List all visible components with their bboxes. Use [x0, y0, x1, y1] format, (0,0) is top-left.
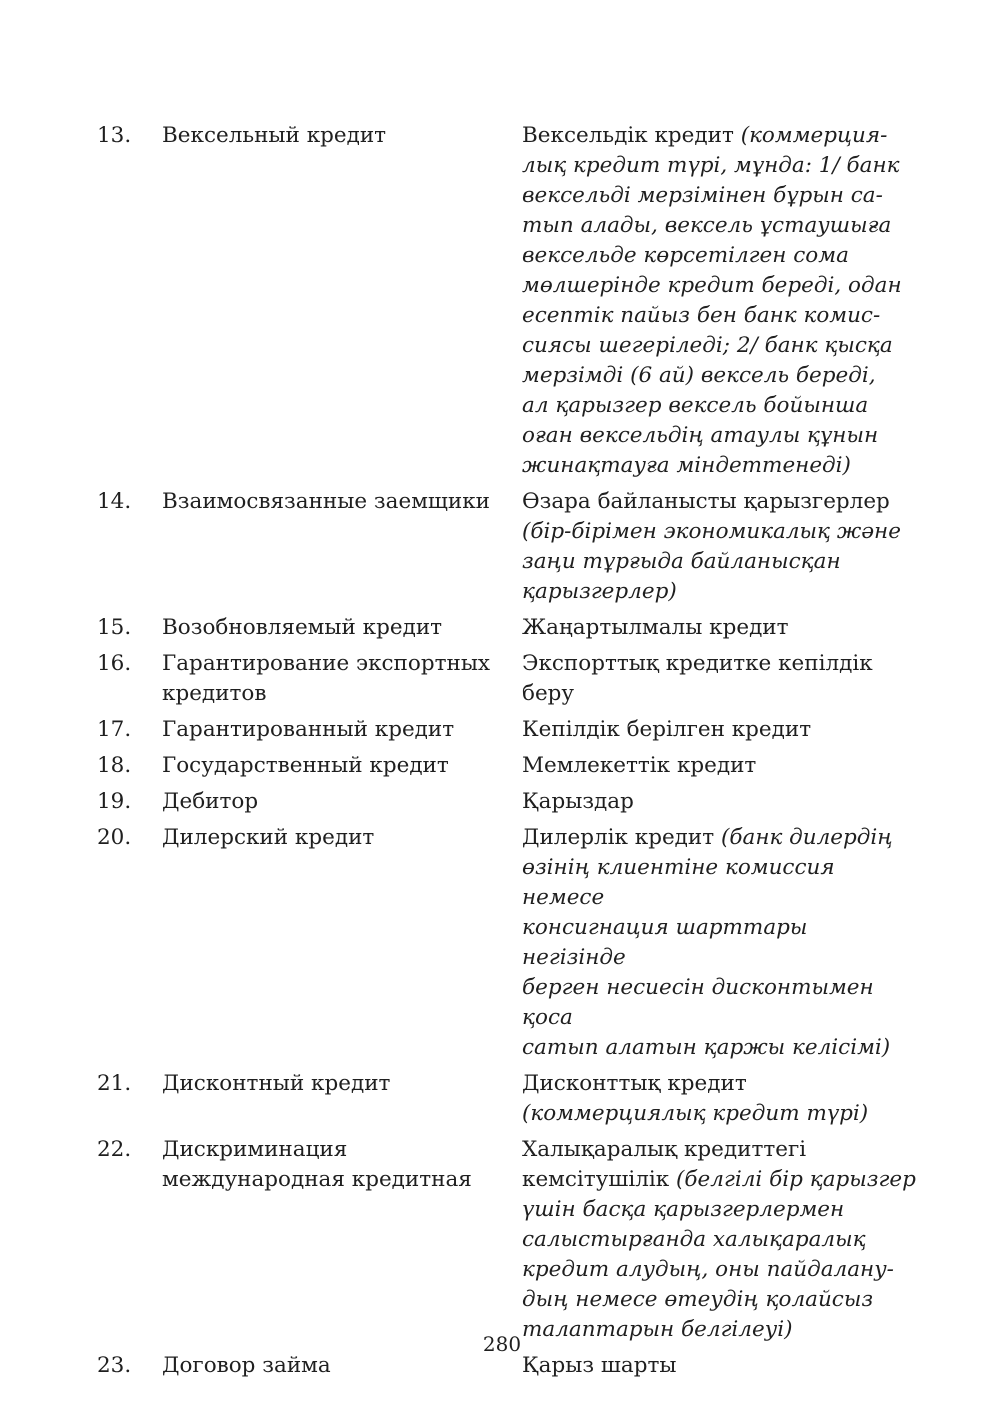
glossary-entry [97, 1135, 917, 1345]
glossary-entry [97, 121, 917, 481]
entry-number: 14. [97, 489, 132, 514]
glossary-entry [97, 1069, 917, 1129]
entry-russian-term: Государственный кредит [162, 753, 449, 778]
entry-number: 17. [97, 717, 132, 742]
entry-kazakh-term [522, 487, 917, 607]
entry-kazakh-term [522, 823, 917, 1063]
page-number: 280 [482, 1332, 522, 1356]
glossary-entry [97, 751, 917, 781]
entry-kazakh-term [522, 1069, 917, 1129]
entry-number: 20. [97, 825, 132, 850]
entry-kazakh-term [522, 121, 917, 481]
kazakh-term-text: Кепілдік берілген кредит [522, 717, 812, 742]
kazakh-term-note: (коммерция- лық кредит түрі, мұнда: 1/ банк вексельді мерзімінен бұрын са- тып алады, вексель ұстаушыға вексельде көрсетілген сома мөлшерінде кредит береді, одан есептік пайыз бен банк комис- сиясы шегеріледі; 2/ банк қысқа мерзімді (6 ай) вексель береді, ал қарызгер вексель бойынша оған вексельдің атаулы құнын жинақтауға міндеттенеді) [522, 123, 902, 478]
glossary-entry [97, 823, 917, 1063]
entry-kazakh-term [522, 787, 917, 817]
kazakh-term-text: Қарыз шарты [522, 1353, 677, 1378]
kazakh-term-text: Халықаралық кредиттегі кемсітушілік [522, 1137, 807, 1192]
glossary-entry [97, 649, 917, 709]
entry-number: 22. [97, 1137, 132, 1162]
glossary-entry [97, 787, 917, 817]
entry-russian-term: Дисконтный кредит [162, 1071, 391, 1096]
entry-number: 21. [97, 1071, 132, 1096]
entry-russian-term: Гарантированный кредит [162, 717, 455, 742]
entry-kazakh-term [522, 649, 917, 709]
kazakh-term-text: Дисконттық кредит [522, 1071, 747, 1096]
entry-number: 18. [97, 753, 132, 778]
kazakh-term-note: (белгілі бір қарызгер үшін басқа қарызгерлермен салыстырғанда халықаралық кредит алудың, оны пайдалану- дың немесе өтеудің қолайсыз талаптарын белгілеуі) [522, 1167, 916, 1342]
glossary-entries [97, 121, 917, 1387]
glossary-entry [97, 487, 917, 607]
kazakh-term-text: Өзара байланысты қарызгерлер [522, 489, 890, 514]
kazakh-term-note: (коммерциялық кредит түрі) [522, 1101, 869, 1126]
entry-kazakh-term [522, 715, 917, 745]
kazakh-term-text: Мемлекеттік кредит [522, 753, 757, 778]
entry-number: 16. [97, 651, 132, 676]
entry-russian-term: Возобновляемый кредит [162, 615, 443, 640]
kazakh-term-text: Дилерлік кредит [522, 825, 721, 850]
entry-russian-term: Дебитор [162, 789, 259, 814]
entry-russian-term: Дискриминация международная кредитная [162, 1137, 472, 1192]
entry-number: 19. [97, 789, 132, 814]
kazakh-term-note: (банк дилердің өзінің клиентіне комиссия немесе консигнация шарттары негізінде берген несиесін дисконтымен қоса сатып алатын қаржы келісімі) [522, 825, 893, 1060]
entry-russian-term: Вексельный кредит [162, 123, 387, 148]
entry-russian-term: Взаимосвязанные заемщики [162, 489, 491, 514]
glossary-entry [97, 613, 917, 643]
entry-kazakh-term [522, 751, 917, 781]
entry-russian-term: Договор займа [162, 1353, 331, 1378]
entry-kazakh-term [522, 613, 917, 643]
kazakh-term-text: Экспорттық кредитке кепілдік беру [522, 651, 873, 706]
entry-kazakh-term [522, 1135, 917, 1345]
kazakh-term-note: (бір-бірімен экономикалық және заңи тұрғыда байланысқан қарызгерлер) [522, 519, 901, 604]
kazakh-term-text: Жаңартылмалы кредит [522, 615, 789, 640]
entry-number: 15. [97, 615, 132, 640]
kazakh-term-text: Вексельдік кредит [522, 123, 741, 148]
entry-russian-term: Дилерский кредит [162, 825, 375, 850]
entry-russian-term: Гарантирование экспортных кредитов [162, 651, 491, 706]
entry-number: 13. [97, 123, 132, 148]
glossary-entry [97, 715, 917, 745]
entry-number: 23. [97, 1353, 132, 1378]
kazakh-term-text: Қарыздар [522, 789, 634, 814]
